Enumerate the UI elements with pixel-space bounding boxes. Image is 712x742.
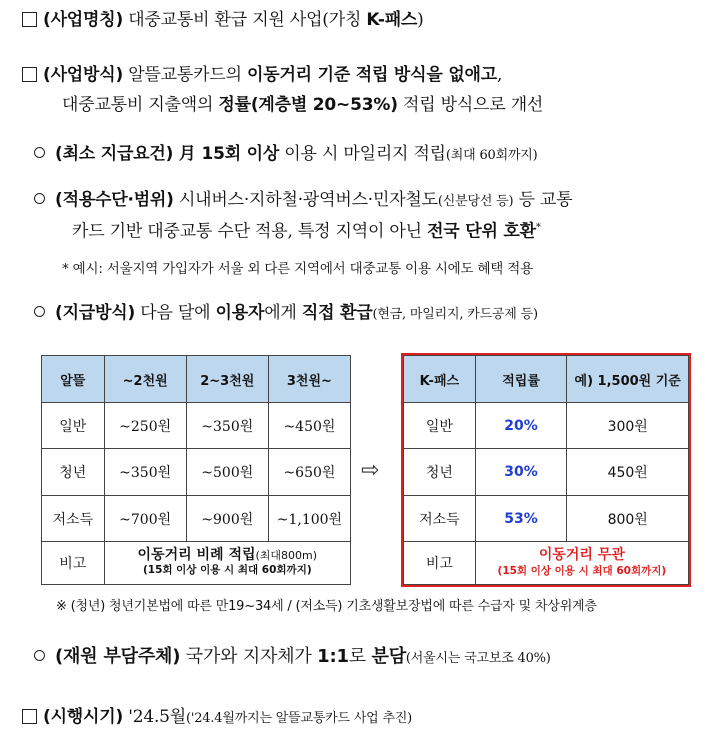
section-schedule: (시행시기) '24.5월('24.4월까지는 알뜰교통카드 사업 추진) — [22, 706, 412, 730]
checkbox-square-icon — [22, 709, 37, 724]
min-requirement: (최소 지급요건) 月 15회 이상 이용 시 마일리지 적립(최대 60회까지) — [34, 143, 538, 167]
scope-continued: 카드 기반 대중교통 수단 적용, 특정 지역이 아닌 전국 단위 호환* — [72, 221, 541, 242]
section-project-method: (사업방식) 알뜰교통카드의 이동거리 기준 적립 방식을 없애고, — [22, 64, 502, 86]
section-project-name: (사업명칭) 대중교통비 환급 지원 사업(가칭 K-패스) — [22, 9, 424, 31]
checkbox-square-icon — [22, 12, 37, 27]
table-row: 청년 ~350원 ~500원 ~650원 — [42, 449, 351, 496]
scope: (적용수단·범위) 시내버스·지하철·광역버스·민자철도(신분당선 등) 등 교통 — [34, 189, 572, 213]
table-header: 적립률 — [475, 356, 567, 403]
circle-bullet-icon — [34, 650, 45, 661]
circle-bullet-icon — [34, 193, 45, 204]
payment-method: (지급방식) 다음 달에 이용자에게 직접 환급(현금, 마일리지, 카드공제 등) — [34, 302, 538, 326]
table-header: 2~3천원 — [186, 356, 268, 403]
table-header: 3천원~ — [268, 356, 350, 403]
table-header: 예) 1,500원 기준 — [567, 356, 689, 403]
circle-bullet-icon — [34, 147, 45, 158]
left-table-altteul — [41, 355, 351, 585]
circle-bullet-icon — [34, 306, 45, 317]
method-continued: 대중교통비 지출액의 정률(계층별 20~53%) 적립 방식으로 개선 — [62, 95, 544, 115]
right-arrow-icon: ⇨ — [361, 458, 380, 483]
checkbox-square-icon — [22, 67, 37, 82]
example-note: * 예시: 서울지역 가입자가 서울 외 다른 지역에서 대중교통 이용 시에도 혜택 적용 — [62, 261, 533, 277]
table-row-note: 비고 이동거리 비례 적립(최대800m) (15회 이상 이용 시 최대 60회까지) — [42, 542, 351, 585]
table-row: 저소득 53% 800원 — [404, 496, 689, 542]
table-header: ~2천원 — [104, 356, 186, 403]
table-row-note: 비고 이동거리 무관 (15회 이상 이용 시 최대 60회까지) — [404, 542, 689, 585]
table-header: 알뜰 — [42, 356, 105, 403]
table-row: 일반 20% 300원 — [404, 403, 689, 449]
table-header: K-패스 — [404, 356, 476, 403]
funding: (재원 부담주체) 국가와 지자체가 1:1로 분담(서울시는 국고보조 40%) — [34, 646, 551, 670]
right-table-kpass — [403, 355, 689, 585]
table-row: 저소득 ~700원 ~900원 ~1,100원 — [42, 496, 351, 542]
table-row: 일반 ~250원 ~350원 ~450원 — [42, 403, 351, 449]
table-row: 청년 30% 450원 — [404, 449, 689, 496]
footnote: ※ (청년) 청년기본법에 따른 만19~34세 / (저소득) 기초생활보장법에 따른 수급자 및 차상위계층 — [56, 599, 597, 614]
